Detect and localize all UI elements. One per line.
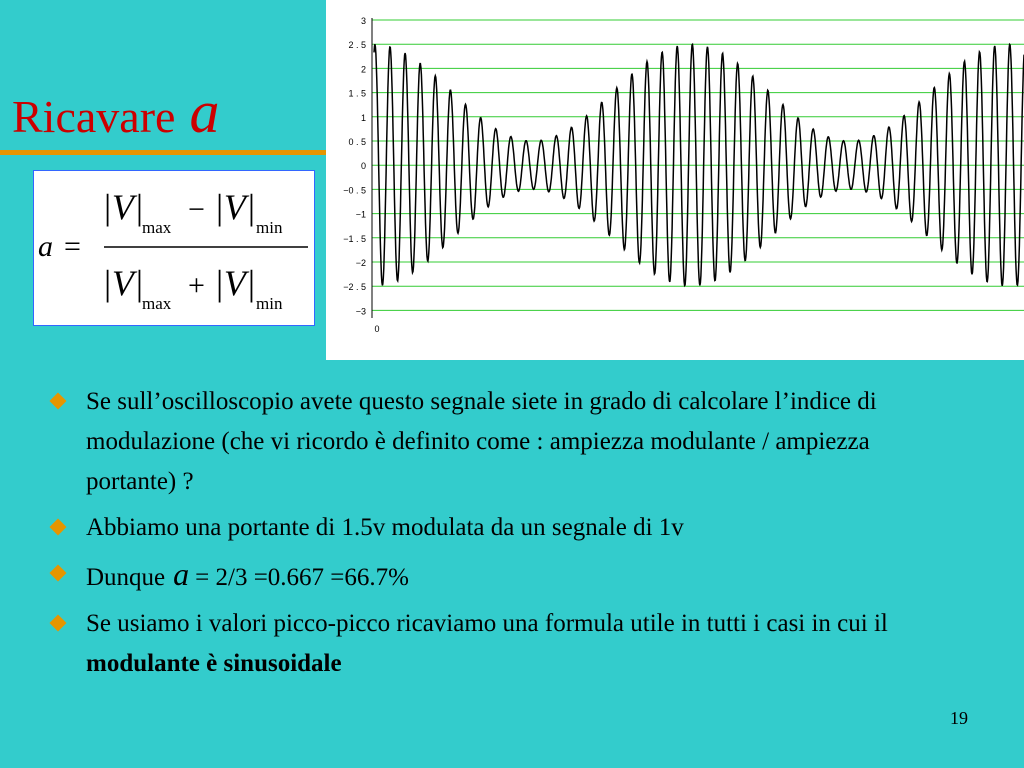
diamond-bullet-icon <box>50 519 67 536</box>
y-tick-label: 0 <box>360 161 366 172</box>
bullet-list <box>48 382 948 684</box>
diamond-bullet-icon <box>50 393 67 410</box>
x-tick-label: 0 <box>374 324 380 334</box>
den-v1: |V| <box>102 263 144 303</box>
bullet-item <box>48 554 948 598</box>
diamond-bullet-icon <box>50 565 67 582</box>
den-min: min <box>256 294 283 313</box>
bullet-result: = 2/3 =0.667 =66.7% <box>195 564 409 591</box>
bullet-prefix: Dunque <box>86 564 166 591</box>
num-v2: |V| <box>214 187 256 227</box>
bullet-bold-text: modulante è sinusoidale <box>86 650 342 677</box>
bullet-text: Se sull’oscilloscopio avete questo segnale siete in grado di calcolare l’indice di modulazione (che vi ricordo è definito come : ampiezza modulante / ampiezza portante) ? <box>86 388 877 495</box>
y-tick-label: 2 . 5 <box>348 40 366 51</box>
title-symbol: a <box>189 79 220 145</box>
bullet-item <box>48 508 948 548</box>
den-max: max <box>142 294 172 313</box>
y-tick-label: 1 <box>360 112 366 123</box>
oscilloscope-figure <box>326 0 1024 360</box>
y-tick-label: 0 . 5 <box>348 137 366 147</box>
title-text: Ricavare <box>12 91 176 142</box>
y-tick-label: −1 . 5 <box>343 233 366 244</box>
den-plus: + <box>188 269 205 302</box>
alpha-symbol: a <box>173 556 190 592</box>
bullet-item <box>48 382 948 502</box>
title-underline <box>0 150 326 155</box>
diamond-bullet-icon <box>50 615 67 632</box>
bullet-text: Abbiamo una portante di 1.5v modulata da un segnale di 1v <box>86 514 684 541</box>
den-v2: |V| <box>214 263 256 303</box>
num-max: max <box>142 218 172 237</box>
num-v1: |V| <box>102 187 144 227</box>
page-number: 19 <box>950 708 968 728</box>
bullet-text: Se usiamo i valori picco-picco ricaviamo una formula utile in tutti i casi in cui il <box>86 610 888 637</box>
bullet-item <box>48 604 948 684</box>
y-tick-label: −0 . 5 <box>343 185 366 196</box>
y-tick-label: −3 <box>355 306 366 317</box>
y-tick-label: −1 <box>355 209 366 220</box>
modulation-index-formula <box>33 170 315 326</box>
slide-title <box>12 78 219 147</box>
y-tick-label: −2 <box>355 258 366 268</box>
num-minus: − <box>188 193 205 226</box>
num-min: min <box>256 218 283 237</box>
y-tick-label: 2 <box>360 64 366 75</box>
y-tick-label: −2 . 5 <box>343 282 366 293</box>
y-tick-label: 1 . 5 <box>348 88 366 99</box>
y-tick-label: 3 <box>360 16 366 26</box>
formula-equals: = <box>64 230 81 263</box>
formula-lhs: a <box>38 230 53 263</box>
